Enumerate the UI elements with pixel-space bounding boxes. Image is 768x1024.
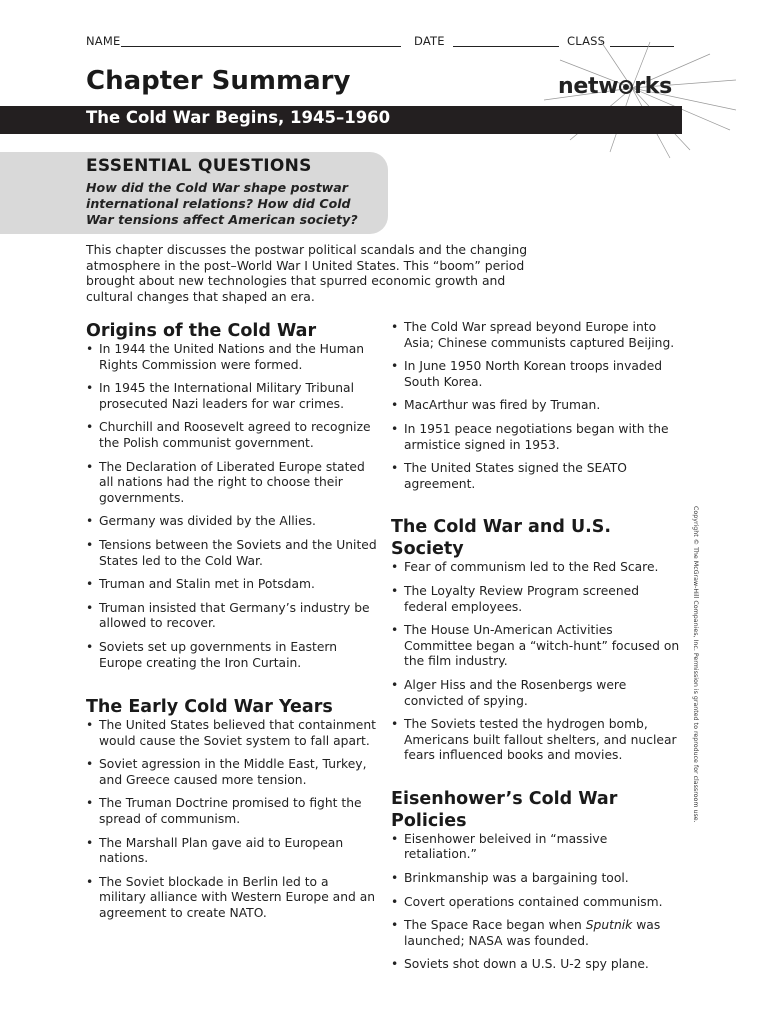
chapter-subtitle: The Cold War Begins, 1945–1960	[86, 108, 391, 127]
list-item: • The House Un-American Activities Committee began a “witch-hunt” focused on the film industry.	[391, 623, 683, 670]
page-title: Chapter Summary	[86, 66, 351, 96]
list-item: • In 1944 the United Nations and the Human Rights Commission were formed.	[86, 342, 378, 373]
space-race-text-before: The Space Race began when	[404, 918, 586, 933]
left-column	[86, 320, 378, 922]
list-item: • Truman and Stalin met in Potsdam.	[86, 577, 378, 593]
list-item: • Truman insisted that Germany’s industry be allowed to recover.	[86, 601, 378, 632]
logo-text-right: rks	[634, 74, 672, 99]
list-item: • Covert operations contained communism.	[391, 895, 683, 911]
list-item: • Germany was divided by the Allies.	[86, 514, 378, 530]
eisenhower-heading: Eisenhower’s Cold War Policies	[391, 788, 618, 831]
list-item-space-race	[391, 918, 683, 949]
list-item: • Alger Hiss and the Rosenbergs were convicted of spying.	[391, 678, 683, 709]
class-label: CLASS	[567, 34, 606, 48]
list-item: • The United States believed that containment would cause the Soviet system to fall apart.	[86, 718, 378, 749]
space-race-text-after: was launched; NASA was founded.	[404, 918, 661, 948]
list-item: • The Soviet blockade in Berlin led to a military alliance with Western Europe and an agreement to create NATO.	[86, 875, 378, 922]
early-years-heading: The Early Cold War Years	[86, 697, 333, 718]
list-item: • In 1951 peace negotiations began with the armistice signed in 1953.	[391, 422, 683, 453]
list-item: • Tensions between the Soviets and the United States led to the Cold War.	[86, 538, 378, 569]
right-column	[391, 320, 683, 973]
society-heading: The Cold War and U.S. Society	[391, 517, 612, 560]
list-item: • In 1945 the International Military Tribunal prosecuted Nazi leaders for war crimes.	[86, 381, 378, 412]
logo-globe-icon	[619, 80, 633, 94]
eisenhower-list	[391, 832, 683, 973]
burst-decoration	[540, 40, 740, 160]
society-list	[391, 560, 683, 764]
networks-logo	[558, 74, 672, 99]
origins-heading: Origins of the Cold War	[86, 321, 317, 341]
list-item: • The United States signed the SEATO agreement.	[391, 461, 683, 492]
continued-list	[391, 320, 683, 492]
early-years-list	[86, 718, 378, 922]
name-label: NAME	[86, 34, 121, 48]
name-line	[121, 46, 401, 47]
sputnik-italic: Sputnik	[585, 918, 633, 933]
list-item: • Soviet agression in the Middle East, Turkey, and Greece caused more tension.	[86, 757, 378, 788]
list-item: • Eisenhower beleived in “massive retaliation.”	[391, 832, 683, 863]
list-item: • In June 1950 North Korean troops invaded South Korea.	[391, 359, 683, 390]
list-item: • The Truman Doctrine promised to fight the spread of communism.	[86, 796, 378, 827]
list-item: • Soviets shot down a U.S. U-2 spy plane.	[391, 957, 683, 973]
essential-questions-heading: ESSENTIAL QUESTIONS	[86, 156, 312, 176]
list-item: • The Marshall Plan gave aid to European nations.	[86, 836, 378, 867]
date-label: DATE	[414, 34, 445, 48]
list-item: • Fear of communism led to the Red Scare.	[391, 560, 683, 576]
list-item: • The Declaration of Liberated Europe stated all nations had the right to choose their governments.	[86, 460, 378, 507]
origins-list	[86, 342, 378, 671]
logo-text-left: netw	[558, 74, 619, 99]
list-item: • The Cold War spread beyond Europe into Asia; Chinese communists captured Beijing.	[391, 320, 683, 351]
list-item: • Soviets set up governments in Eastern Europe creating the Iron Curtain.	[86, 640, 378, 671]
copyright-notice: Copyright © The McGraw-Hill Companies, Inc. Permission is granted to reproduce for classroom use.	[692, 506, 699, 823]
list-item: • Churchill and Roosevelt agreed to recognize the Polish communist government.	[86, 420, 378, 451]
list-item: • The Soviets tested the hydrogen bomb, Americans built fallout shelters, and nuclear fears influenced books and movies.	[391, 717, 683, 764]
essential-questions-text: How did the Cold War shape postwar international relations? How did Cold War tensions affect American society?	[86, 180, 358, 227]
list-item: • The Loyalty Review Program screened federal employees.	[391, 584, 683, 615]
list-item: • MacArthur was fired by Truman.	[391, 398, 683, 414]
intro-paragraph: This chapter discusses the postwar political scandals and the changing atmosphere in the post–World War I United States. This “boom” period brought about new technologies that spurred economic growth and cultural changes that shaped an era.	[86, 242, 528, 304]
list-item: • Brinkmanship was a bargaining tool.	[391, 871, 683, 887]
